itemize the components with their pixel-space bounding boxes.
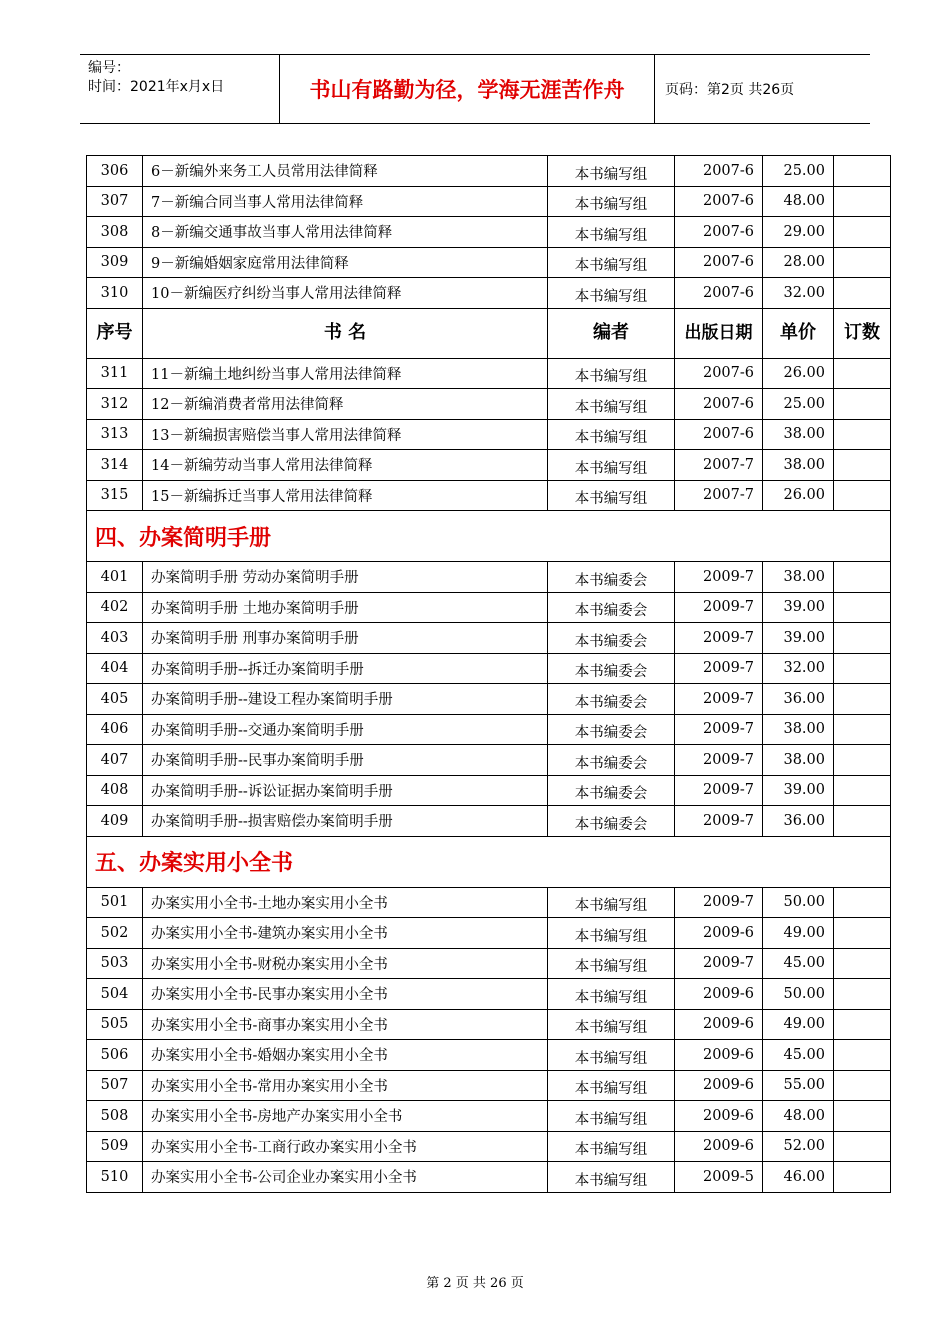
number-label: 编号： [88,60,130,76]
row-number: 507 [87,1070,143,1101]
table-row [87,948,891,979]
row-date: 2009-7 [675,887,763,918]
row-number: 315 [87,480,143,511]
row-title: 办案实用小全书-公司企业办案实用小全书 [143,1162,548,1193]
row-author: 本书编委会 [548,806,675,837]
row-quantity [834,450,891,481]
row-author: 本书编写组 [548,1009,675,1040]
row-price: 25.00 [763,156,834,187]
row-number: 503 [87,948,143,979]
row-price: 38.00 [763,745,834,776]
row-quantity [834,1009,891,1040]
table-row [87,1040,891,1071]
row-price: 25.00 [763,389,834,420]
row-title: 办案简明手册--建设工程办案简明手册 [143,684,548,715]
header-number: 序号 [87,308,143,358]
row-price: 36.00 [763,806,834,837]
header-price: 单价 [763,308,834,358]
row-number: 510 [87,1162,143,1193]
row-date: 2009-7 [675,653,763,684]
row-author: 本书编写组 [548,156,675,187]
row-date: 2007-6 [675,389,763,420]
row-author: 本书编写组 [548,389,675,420]
row-number: 306 [87,156,143,187]
row-title: 办案实用小全书-房地产办案实用小全书 [143,1101,548,1132]
table-row [87,1101,891,1132]
row-quantity [834,948,891,979]
table-row [87,156,891,187]
row-price: 32.00 [763,278,834,309]
row-date: 2007-6 [675,217,763,248]
table-row [87,1162,891,1193]
header-quantity: 订数 [834,308,891,358]
table-row [87,217,891,248]
row-title: 办案实用小全书-婚姻办案实用小全书 [143,1040,548,1071]
header-title: 书 名 [143,308,548,358]
row-title: 办案简明手册 刑事办案简明手册 [143,623,548,654]
row-quantity [834,684,891,715]
row-price: 52.00 [763,1131,834,1162]
row-author: 本书编写组 [548,948,675,979]
row-author: 本书编委会 [548,714,675,745]
column-header-row [87,308,891,358]
row-author: 本书编写组 [548,247,675,278]
row-title: 7－新编合同当事人常用法律简释 [143,186,548,217]
page-header [80,54,870,124]
row-quantity [834,745,891,776]
header-author: 编者 [548,308,675,358]
table-row [87,389,891,420]
row-author: 本书编写组 [548,1070,675,1101]
row-number: 312 [87,389,143,420]
section-title: 五、办案实用小全书 [87,836,891,887]
row-price: 48.00 [763,186,834,217]
row-title: 13－新编损害赔偿当事人常用法律简释 [143,419,548,450]
row-quantity [834,389,891,420]
row-number: 402 [87,592,143,623]
row-number: 310 [87,278,143,309]
section-heading-row [87,511,891,562]
table-row [87,623,891,654]
row-title: 办案实用小全书-工商行政办案实用小全书 [143,1131,548,1162]
row-number: 407 [87,745,143,776]
row-title: 办案简明手册--诉讼证据办案简明手册 [143,775,548,806]
row-title: 办案简明手册 劳动办案简明手册 [143,562,548,593]
row-price: 55.00 [763,1070,834,1101]
row-title: 12－新编消费者常用法律简释 [143,389,548,420]
table-row [87,450,891,481]
time-label: 时间：2021年x月x日 [88,79,225,95]
row-price: 38.00 [763,562,834,593]
row-date: 2009-6 [675,1040,763,1071]
table-row [87,887,891,918]
row-author: 本书编写组 [548,480,675,511]
table-row [87,592,891,623]
row-quantity [834,1101,891,1132]
row-quantity [834,592,891,623]
row-price: 50.00 [763,887,834,918]
row-number: 405 [87,684,143,715]
table-row [87,278,891,309]
row-quantity [834,1131,891,1162]
row-number: 506 [87,1040,143,1071]
table-row [87,358,891,389]
row-quantity [834,156,891,187]
row-title: 办案简明手册--民事办案简明手册 [143,745,548,776]
row-author: 本书编写组 [548,887,675,918]
row-date: 2007-6 [675,419,763,450]
row-author: 本书编写组 [548,186,675,217]
row-date: 2007-6 [675,156,763,187]
table-row [87,419,891,450]
row-number: 308 [87,217,143,248]
row-title: 15－新编拆迁当事人常用法律简释 [143,480,548,511]
row-quantity [834,979,891,1010]
table-row [87,745,891,776]
row-author: 本书编写组 [548,1162,675,1193]
row-date: 2009-7 [675,806,763,837]
row-number: 404 [87,653,143,684]
row-date: 2009-7 [675,745,763,776]
row-title: 9－新编婚姻家庭常用法律简释 [143,247,548,278]
row-quantity [834,1162,891,1193]
row-title: 10－新编医疗纠纷当事人常用法律简释 [143,278,548,309]
row-number: 509 [87,1131,143,1162]
row-price: 49.00 [763,918,834,949]
row-author: 本书编写组 [548,979,675,1010]
row-date: 2009-6 [675,1070,763,1101]
row-number: 408 [87,775,143,806]
table-row [87,247,891,278]
row-title: 办案实用小全书-土地办案实用小全书 [143,887,548,918]
row-title: 14－新编劳动当事人常用法律简释 [143,450,548,481]
row-author: 本书编委会 [548,562,675,593]
row-price: 28.00 [763,247,834,278]
row-date: 2009-6 [675,979,763,1010]
row-quantity [834,247,891,278]
row-quantity [834,419,891,450]
table-row [87,806,891,837]
row-author: 本书编写组 [548,450,675,481]
table-row [87,918,891,949]
row-number: 403 [87,623,143,654]
row-price: 38.00 [763,714,834,745]
table-row [87,775,891,806]
row-price: 46.00 [763,1162,834,1193]
row-author: 本书编写组 [548,918,675,949]
row-date: 2007-6 [675,247,763,278]
row-price: 32.00 [763,653,834,684]
row-number: 311 [87,358,143,389]
row-title: 办案实用小全书-建筑办案实用小全书 [143,918,548,949]
row-date: 2009-7 [675,948,763,979]
row-date: 2009-6 [675,918,763,949]
row-author: 本书编写组 [548,1131,675,1162]
row-title: 办案简明手册--交通办案简明手册 [143,714,548,745]
row-quantity [834,358,891,389]
row-author: 本书编委会 [548,775,675,806]
row-quantity [834,1040,891,1071]
header-page-label: 页码：第2页 共26页 [665,82,795,98]
row-date: 2009-7 [675,592,763,623]
row-quantity [834,714,891,745]
row-number: 401 [87,562,143,593]
row-number: 505 [87,1009,143,1040]
row-number: 309 [87,247,143,278]
row-price: 39.00 [763,592,834,623]
row-quantity [834,806,891,837]
row-number: 314 [87,450,143,481]
table-row [87,480,891,511]
row-date: 2009-7 [675,623,763,654]
row-price: 49.00 [763,1009,834,1040]
row-price: 38.00 [763,419,834,450]
row-author: 本书编委会 [548,684,675,715]
row-number: 406 [87,714,143,745]
row-author: 本书编写组 [548,1101,675,1132]
row-date: 2009-6 [675,1009,763,1040]
row-author: 本书编写组 [548,419,675,450]
row-title: 办案实用小全书-民事办案实用小全书 [143,979,548,1010]
row-price: 26.00 [763,480,834,511]
row-title: 11－新编土地纠纷当事人常用法律简释 [143,358,548,389]
row-price: 50.00 [763,979,834,1010]
header-info [80,55,280,123]
row-author: 本书编委会 [548,623,675,654]
row-number: 501 [87,887,143,918]
row-number: 504 [87,979,143,1010]
row-quantity [834,186,891,217]
row-title: 办案实用小全书-商事办案实用小全书 [143,1009,548,1040]
row-date: 2007-6 [675,278,763,309]
row-number: 307 [87,186,143,217]
row-quantity [834,775,891,806]
row-date: 2009-7 [675,684,763,715]
row-price: 39.00 [763,775,834,806]
table-row [87,1131,891,1162]
table-row [87,1070,891,1101]
row-date: 2009-6 [675,1131,763,1162]
row-title: 8－新编交通事故当事人常用法律简释 [143,217,548,248]
table-row [87,684,891,715]
header-motto: 书山有路勤为径，学海无涯苦作舟 [280,55,655,123]
row-author: 本书编委会 [548,745,675,776]
row-price: 45.00 [763,948,834,979]
row-quantity [834,623,891,654]
table-row [87,1009,891,1040]
row-quantity [834,480,891,511]
row-date: 2007-6 [675,358,763,389]
row-quantity [834,278,891,309]
row-price: 26.00 [763,358,834,389]
row-quantity [834,217,891,248]
row-author: 本书编委会 [548,592,675,623]
row-number: 409 [87,806,143,837]
row-date: 2009-7 [675,775,763,806]
row-quantity [834,918,891,949]
row-number: 313 [87,419,143,450]
row-quantity [834,887,891,918]
row-price: 48.00 [763,1101,834,1132]
header-date: 出版日期 [675,308,763,358]
row-quantity [834,653,891,684]
row-price: 38.00 [763,450,834,481]
row-number: 502 [87,918,143,949]
row-quantity [834,1070,891,1101]
row-date: 2009-6 [675,1101,763,1132]
row-date: 2009-7 [675,562,763,593]
row-author: 本书编委会 [548,653,675,684]
table-row [87,186,891,217]
row-author: 本书编写组 [548,217,675,248]
row-title: 6－新编外来务工人员常用法律简释 [143,156,548,187]
row-title: 办案简明手册--拆迁办案简明手册 [143,653,548,684]
row-number: 508 [87,1101,143,1132]
row-price: 45.00 [763,1040,834,1071]
row-title: 办案简明手册--损害赔偿办案简明手册 [143,806,548,837]
row-title: 办案简明手册 土地办案简明手册 [143,592,548,623]
row-price: 29.00 [763,217,834,248]
row-date: 2009-5 [675,1162,763,1193]
row-quantity [834,562,891,593]
row-title: 办案实用小全书-常用办案实用小全书 [143,1070,548,1101]
row-author: 本书编写组 [548,358,675,389]
row-price: 36.00 [763,684,834,715]
row-author: 本书编写组 [548,1040,675,1071]
book-table [86,155,891,1193]
section-title: 四、办案简明手册 [87,511,891,562]
section-heading-row [87,836,891,887]
row-author: 本书编写组 [548,278,675,309]
row-date: 2007-7 [675,450,763,481]
table-row [87,562,891,593]
row-price: 39.00 [763,623,834,654]
row-date: 2009-7 [675,714,763,745]
table-row [87,979,891,1010]
row-date: 2007-6 [675,186,763,217]
page-footer: 第 2 页 共 26 页 [426,1276,524,1291]
table-row [87,714,891,745]
row-date: 2007-7 [675,480,763,511]
row-title: 办案实用小全书-财税办案实用小全书 [143,948,548,979]
table-row [87,653,891,684]
